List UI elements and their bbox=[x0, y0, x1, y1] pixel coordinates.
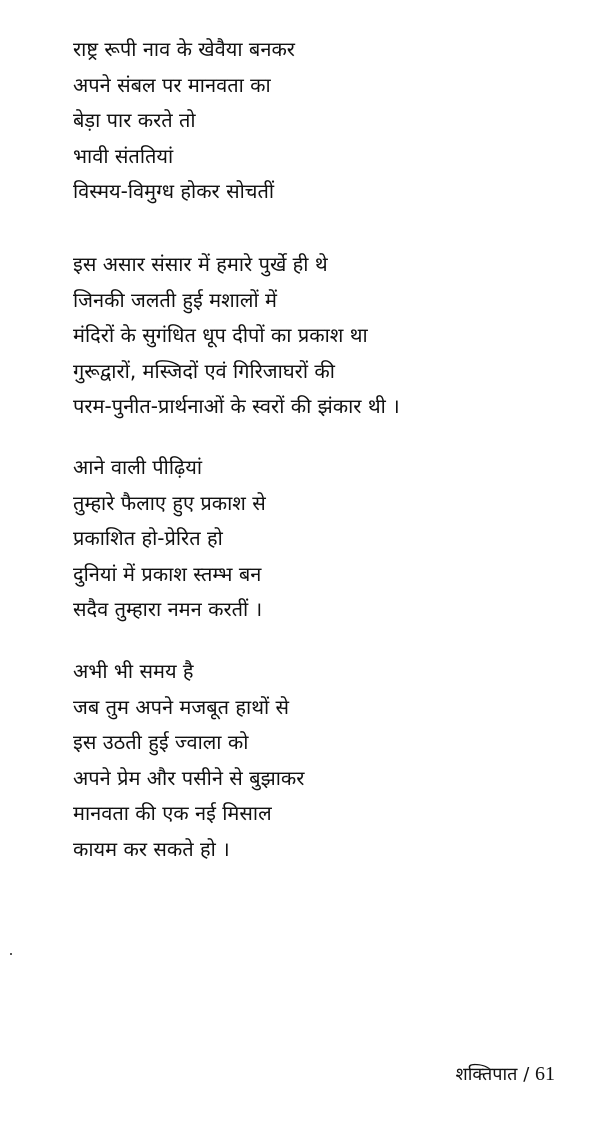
poem-line: इस उठती हुई ज्वाला को bbox=[73, 730, 249, 754]
page-number: 61 bbox=[535, 1063, 555, 1085]
poem-line: आने वाली पीढ़ियां bbox=[73, 455, 203, 479]
poem-line: प्रकाशित हो-प्रेरित हो bbox=[73, 526, 223, 550]
poem-line: जिनकी जलती हुई मशालों में bbox=[73, 287, 277, 312]
poem-line: तुम्हारे फैलाए हुए प्रकाश से bbox=[73, 490, 266, 515]
page-footer bbox=[455, 1062, 555, 1086]
poem-line: कायम कर सकते हो । bbox=[73, 836, 230, 861]
poem-line: सदैव तुम्हारा नमन करतीं । bbox=[73, 597, 263, 621]
footer-separator: / bbox=[523, 1064, 530, 1085]
poem-line: बेड़ा पार करते तो bbox=[73, 108, 196, 132]
stanza-1 bbox=[73, 32, 295, 210]
poem-line: इस असार संसार में हमारे पुर्खे ही थे bbox=[73, 252, 328, 276]
poem-line: भावी संततियां bbox=[73, 143, 174, 168]
poem-line: अपने प्रेम और पसीने से बुझाकर bbox=[73, 765, 305, 790]
poem-line: परम-पुनीत-प्रार्थनाओं के स्वरों की झंकार थी । bbox=[73, 394, 400, 418]
stanza-3 bbox=[73, 450, 266, 628]
poem-line: गुरूद्वारों, मस्जिदों एवं गिरिजाघरों की bbox=[73, 358, 335, 383]
poem-line: अभी भी समय है bbox=[73, 659, 194, 683]
poem-line: अपने संबल पर मानवता का bbox=[73, 72, 271, 97]
stanza-4 bbox=[73, 654, 304, 867]
poem-line: जब तुम अपने मजबूत हाथों से bbox=[73, 694, 290, 719]
book-title: शक्तिपात bbox=[455, 1064, 518, 1085]
poem-line: दुनियां में प्रकाश स्तम्भ बन bbox=[73, 561, 262, 586]
scan-speck bbox=[10, 953, 12, 955]
poem-line: मानवता की एक नई मिसाल bbox=[73, 801, 272, 825]
poem-line: राष्ट्र रूपी नाव के खेवैया बनकर bbox=[73, 37, 295, 61]
poem-line: विस्मय-विमुग्ध होकर सोचतीं bbox=[73, 179, 275, 203]
stanza-2 bbox=[73, 247, 400, 425]
poem-line: मंदिरों के सुगंधित धूप दीपों का प्रकाश था bbox=[73, 323, 368, 347]
